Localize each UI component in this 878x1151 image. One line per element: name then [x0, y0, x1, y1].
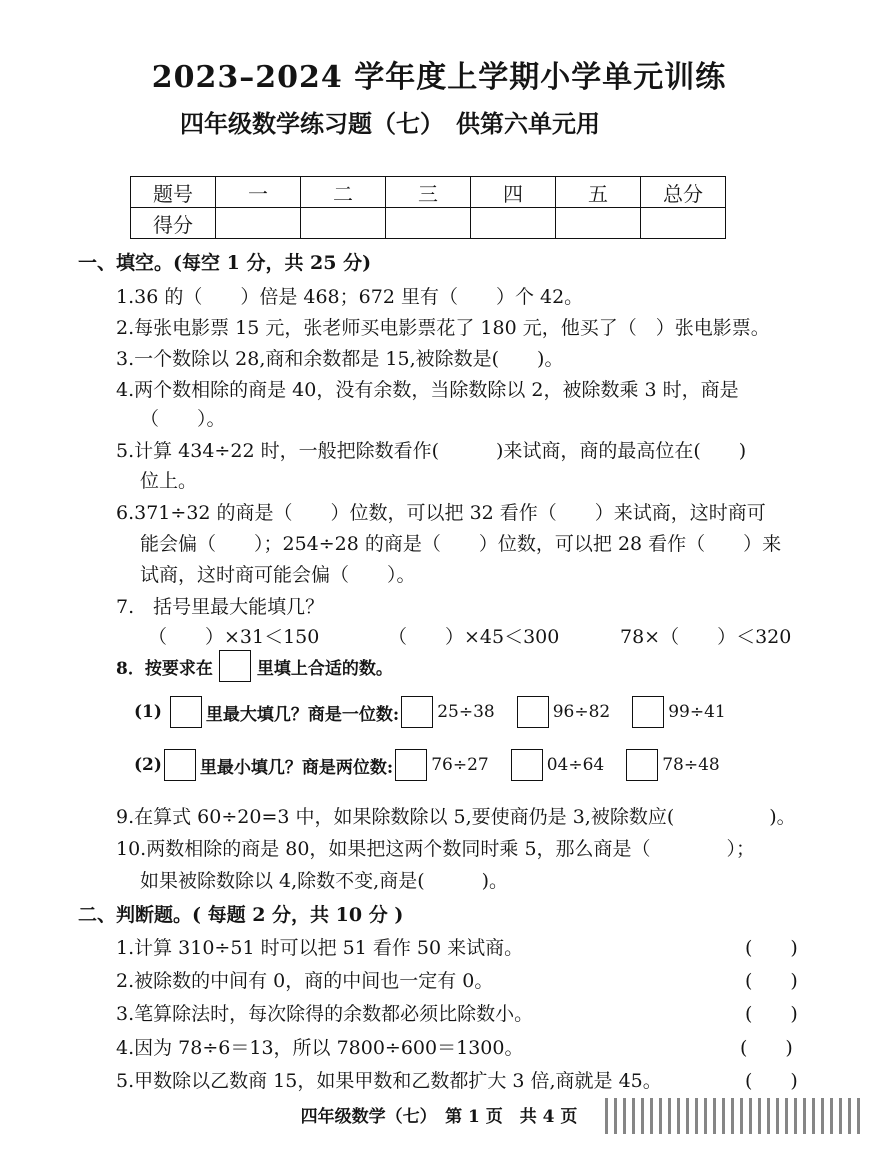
question-2: 2.每张电影票 15 元，张老师买电影票花了 180 元，他买了（ ）张电影票。 [116, 317, 770, 339]
answer-parentheses: ( ) [745, 970, 798, 992]
judgement-item: 5.甲数除以乙数商 15，如果甲数和乙数都扩大 3 倍,商就是 45。 [116, 1070, 662, 1092]
question-6-line2: 能会偏（ ）；254÷28 的商是（ ）位数，可以把 28 看作（ ）来 [140, 533, 782, 555]
question-7-item: （ ）×45＜300 [388, 626, 560, 648]
answer-parentheses: ( ) [745, 1003, 798, 1025]
judgement-item: 2.被除数的中间有 0，商的中间也一定有 0。 [116, 970, 494, 992]
score-header-cell: 五 [556, 177, 641, 208]
score-cell [386, 208, 471, 239]
question-3: 3.一个数除以 28,商和余数都是 15,被除数是( )。 [116, 348, 564, 370]
question-1: 1.36 的（ ）倍是 468；672 里有（ ）个 42。 [116, 286, 584, 308]
answer-parentheses: ( ) [745, 1070, 798, 1092]
division-expression: 04÷64 [546, 755, 605, 775]
question-8-part-1 [134, 696, 726, 728]
division-expression: 96÷82 [552, 702, 611, 722]
score-cell [641, 208, 726, 239]
page-footer: 四年级数学（七） 第 1 页 共 4 页 [300, 1107, 578, 1127]
question-9: 9.在算式 60÷20=3 中，如果除数除以 5,要使商仍是 3,被除数应( )。 [116, 806, 796, 828]
answer-box [401, 696, 433, 728]
question-4-line2: （ ）。 [140, 408, 226, 430]
part-text: 里最小填几？商是两位数: [199, 757, 394, 778]
part-label: (1) [134, 702, 162, 722]
judgement-item: 4.因为 78÷6＝13，所以 7800÷600＝1300。 [116, 1037, 524, 1059]
answer-box [164, 749, 196, 781]
score-table [130, 176, 726, 239]
score-cell [471, 208, 556, 239]
question-6-line1: 6.371÷32 的商是（ ）位数，可以把 32 看作（ ）来试商，这时商可 [116, 502, 766, 524]
score-header-cell: 一 [216, 177, 301, 208]
part-label: (2) [134, 755, 162, 775]
judgement-item: 1.计算 310÷51 时可以把 51 看作 50 来试商。 [116, 937, 524, 959]
page-subtitle: 四年级数学练习题（七） 供第六单元用 [180, 109, 600, 138]
division-expression: 76÷27 [431, 755, 489, 775]
answer-parentheses: ( ) [740, 1037, 793, 1059]
answer-parentheses: ( ) [745, 937, 798, 959]
score-table-score-row [131, 208, 726, 239]
score-header-cell: 三 [386, 177, 471, 208]
score-cell [216, 208, 301, 239]
page-title: 2023–2024 学年度上学期小学单元训练 [151, 60, 727, 95]
score-cell [556, 208, 641, 239]
score-table-header-row [131, 177, 726, 208]
division-expression: 99÷41 [668, 702, 726, 722]
answer-box [511, 749, 543, 781]
question-4-line1: 4.两个数相除的商是 40，没有余数，当除数除以 2，被除数乘 3 时，商是 [116, 379, 739, 401]
question-8-prefix: 8．按要求在 [116, 658, 213, 679]
section1-title: 一、填空。(每空 1 分，共 25 分) [78, 252, 372, 274]
answer-box [626, 749, 658, 781]
question-8-part-2 [134, 749, 720, 781]
judgement-item: 3.笔算除法时，每次除得的余数都必须比除数小。 [116, 1003, 534, 1025]
answer-box [632, 696, 664, 728]
score-header-cell: 四 [471, 177, 556, 208]
question-10-line1: 10.两数相除的商是 80，如果把这两个数同时乘 5，那么商是（ ）； [116, 838, 756, 860]
score-header-cell: 二 [301, 177, 386, 208]
score-header-cell: 总分 [641, 177, 726, 208]
division-expression: 25÷38 [437, 702, 495, 722]
score-row-label: 得分 [131, 208, 216, 239]
answer-box [170, 696, 202, 728]
question-5-line2: 位上。 [140, 470, 198, 492]
question-10-line2: 如果被除数除以 4,除数不变,商是( )。 [140, 870, 509, 892]
question-5-line1: 5.计算 434÷22 时，一般把除数看作( )来试商，商的最高位在( ) [116, 440, 747, 462]
question-7-item: 78×（ ）＜320 [620, 626, 792, 648]
question-7: 7. 括号里最大能填几？ [116, 596, 325, 618]
question-6-line3: 试商，这时商可能会偏（ ）。 [140, 564, 416, 586]
question-8 [116, 650, 393, 682]
question-7-item: （ ）×31＜150 [148, 626, 320, 648]
division-expression: 78÷48 [662, 755, 720, 775]
answer-box [395, 749, 427, 781]
score-header-cell: 题号 [131, 177, 216, 208]
score-cell [301, 208, 386, 239]
part-text: 里最大填几？商是一位数: [205, 704, 400, 725]
answer-box [219, 650, 251, 682]
section2-title: 二、判断题。( 每题 2 分，共 10 分 ) [78, 904, 404, 926]
question-8-suffix: 里填上合适的数。 [256, 658, 393, 679]
answer-box [517, 696, 549, 728]
